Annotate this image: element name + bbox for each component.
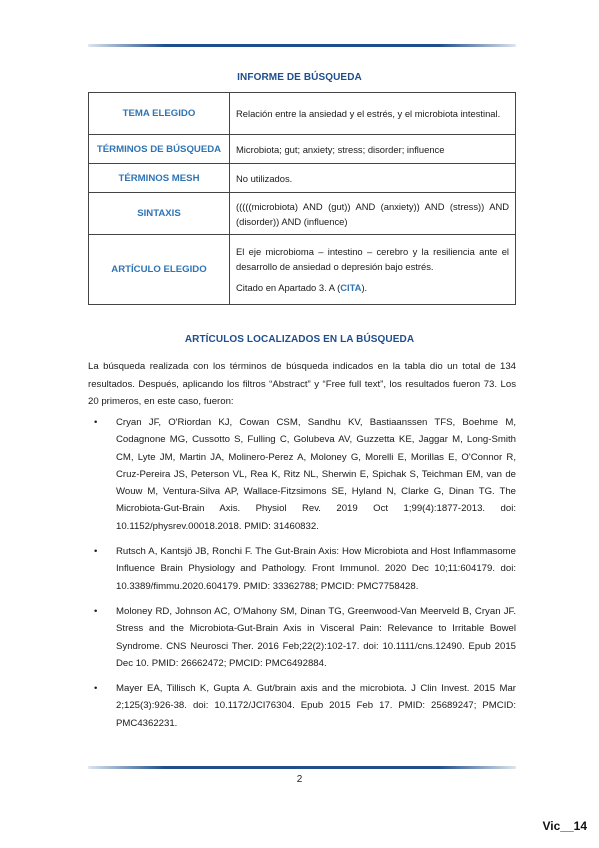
table-row bbox=[89, 193, 516, 235]
reference-text: Rutsch A, Kantsjö JB, Ronchi F. The Gut-Brain Axis: How Microbiota and Host Inflammasome Influence Brain Physiology and Pathology. Front Immunol. 2020 Dec 10;11:604179. doi: 10.3389/fimmu.2020.604179. PMID: 33362788; PMCID: PMC7758428. bbox=[116, 546, 516, 592]
list-item bbox=[88, 414, 516, 535]
citation-suffix: ). bbox=[361, 282, 368, 293]
reference-list bbox=[88, 414, 516, 740]
reference-text: Moloney RD, Johnson AC, O'Mahony SM, Dinan TG, Greenwood-Van Meerveld B, Cryan JF. Stress and the Microbiota-Gut-Brain Axis in Visceral Pain: Relevance to Irritable Bowel Syndrome. CNS Neurosci Ther. 2016 Feb;22(2):102-17. doi: 10.1111/cns.12490. Epub 2015 Dec 10. PMID: 26662472; PMCID: PMC6492884. bbox=[116, 605, 516, 669]
row-value-tema: Relación entre la ansiedad y el estrés, y el microbiota intestinal. bbox=[230, 93, 516, 135]
row-value-articulo bbox=[230, 235, 516, 305]
bullet-icon: • bbox=[94, 605, 98, 617]
list-item bbox=[88, 680, 516, 732]
footer-rule bbox=[88, 766, 516, 769]
chosen-article-title: El eje microbioma – intestino – cerebro y la resiliencia ante el desarrollo de ansiedad o depresión bajo estrés. bbox=[236, 246, 509, 272]
row-label-terminos: TÉRMINOS DE BÚSQUEDA bbox=[89, 135, 230, 164]
intro-paragraph: La búsqueda realizada con los términos de búsqueda indicados en la tabla dio un total de 134 resultados. Después, aplicando los filtros “Abstract” y “Free full text”, los resultados fueron 73. Los 20 primeros, en este caso, fueron: bbox=[88, 361, 516, 407]
citation-line bbox=[236, 280, 509, 295]
header-rule bbox=[88, 44, 516, 47]
footer-tag: Vic__14 bbox=[542, 819, 587, 833]
row-value-terminos: Microbiota; gut; anxiety; stress; disorder; influence bbox=[230, 135, 516, 164]
row-label-articulo: ARTÍCULO ELEGIDO bbox=[89, 235, 230, 305]
row-value-mesh: No utilizados. bbox=[230, 164, 516, 193]
reference-text: Mayer EA, Tillisch K, Gupta A. Gut/brain axis and the microbiota. J Clin Invest. 2015 Mar 2;125(3):926-38. doi: 10.1172/JCI76304. Epub 2015 Feb 17. PMID: 25689247; PMCID: PMC4362231. bbox=[116, 683, 516, 729]
bullet-icon: • bbox=[94, 417, 98, 428]
row-value-sintaxis: (((((microbiota) AND (gut)) AND (anxiety)) AND (stress)) AND (disorder)) AND (influence) bbox=[230, 193, 516, 235]
table-row bbox=[89, 164, 516, 193]
table-row bbox=[89, 135, 516, 164]
bullet-icon: • bbox=[94, 683, 98, 695]
table-row bbox=[89, 93, 516, 135]
list-item bbox=[88, 543, 516, 595]
row-label-tema: TEMA ELEGIDO bbox=[89, 93, 230, 135]
report-heading: INFORME DE BÚSQUEDA bbox=[237, 72, 362, 83]
citation-prefix: Citado en Apartado 3. A ( bbox=[236, 282, 341, 293]
cita-link[interactable]: CITA bbox=[340, 282, 362, 293]
articles-heading: ARTÍCULOS LOCALIZADOS EN LA BÚSQUEDA bbox=[184, 334, 415, 345]
row-label-mesh: TÉRMINOS MESH bbox=[89, 164, 230, 193]
table-row bbox=[89, 235, 516, 305]
reference-text: Cryan JF, O'Riordan KJ, Cowan CSM, Sandhu KV, Bastiaanssen TFS, Boehme M, Codagnone MG, Cussotto S, Fulling C, Golubeva AV, Guzzetta KE, Jaggar M, Long-Smith CM, Lyte JM, Martin JA, Molinero-Perez A, Moloney G, Morelli E, Morillas E, O'Connor R, Cruz-Pereira JS, Peterson VL, Rea K, Ritz NL, Sherwin E, Spichak S, Teichman EM, van de Wouw M, Ventura-Silva AP, Wallace-Fitzsimons SE, Hyland N, Clarke G, Dinan TG. The Microbiota-Gut-Brain Axis. Physiol Rev. 2019 Oct 1;99(4):1877-2013. doi: 10.1152/physrev.00018.2018. PMID: 31460832. bbox=[116, 417, 516, 532]
row-label-sintaxis: SINTAXIS bbox=[89, 193, 230, 235]
bullet-icon: • bbox=[94, 546, 98, 558]
page-number: 2 bbox=[296, 774, 303, 785]
list-item bbox=[88, 603, 516, 672]
search-report-table bbox=[88, 92, 516, 305]
